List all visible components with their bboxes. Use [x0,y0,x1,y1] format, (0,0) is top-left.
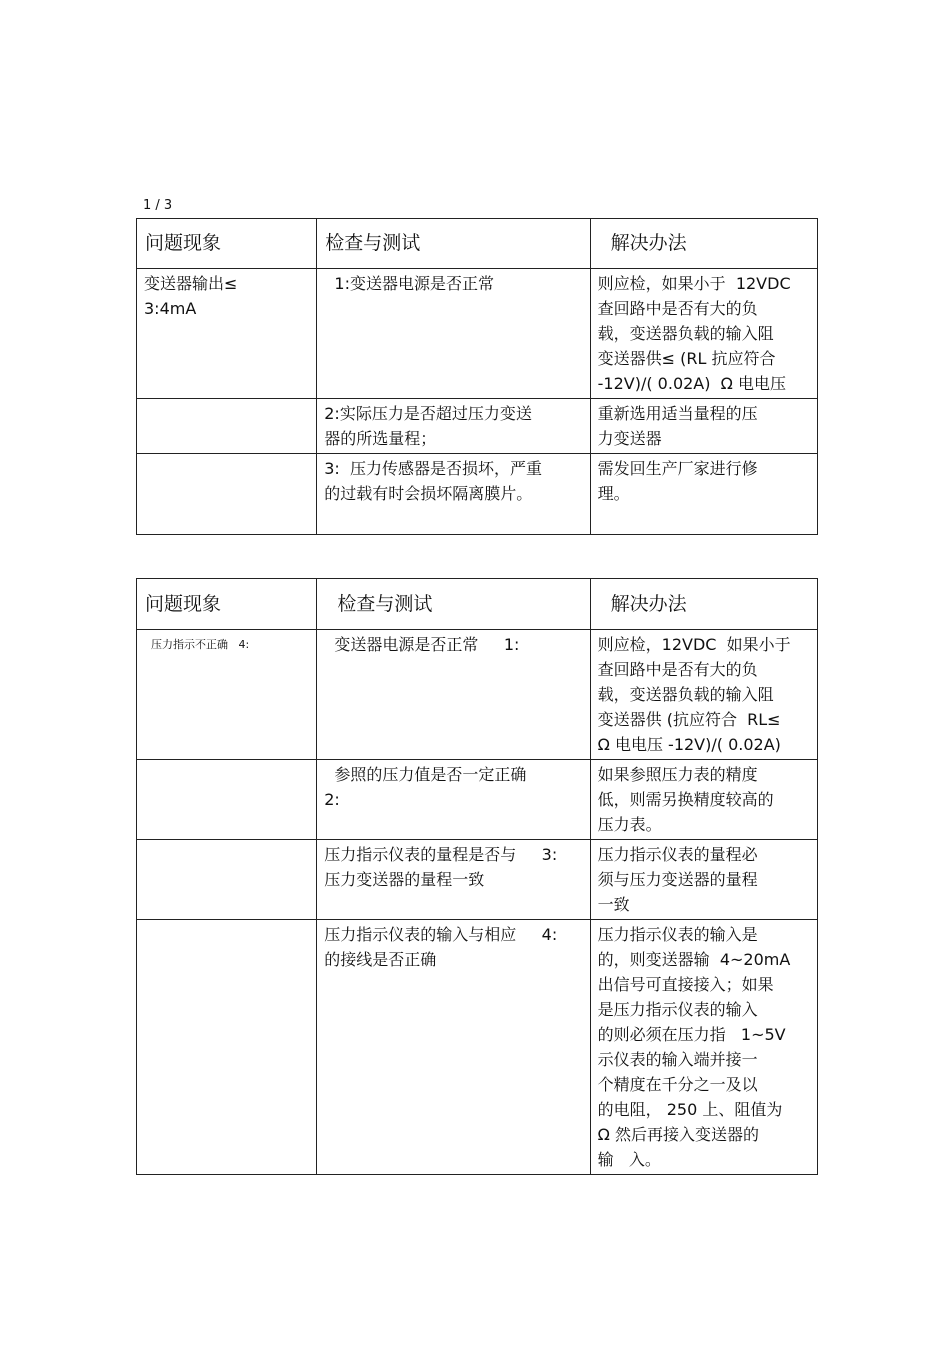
table-header-row [137,219,818,269]
troubleshooting-table-1 [136,218,818,535]
table-row [137,760,818,840]
solution-cell: 需发回生产厂家进行修 理。 [590,454,817,535]
solution-cell: 则应检，如果小于 12VDC 查回路中是否有大的负 载，变送器负载的输入阻 变送器供≤ (RL 抗应符合 -12V)/( 0.02A) Ω 电电压 [590,269,817,399]
header-cell-solution: 解决办法 [590,579,817,630]
table-row [137,630,818,760]
symptom-cell [137,760,317,840]
table-row [137,454,818,535]
table-row [137,269,818,399]
table-row [137,840,818,920]
header-cell-solution: 解决办法 [590,219,817,269]
header-cell-symptom: 问题现象 [137,219,317,269]
check-cell: 压力指示仪表的量程是否与 3: 压力变送器的量程一致 [317,840,590,920]
solution-cell: 重新选用适当量程的压 力变送器 [590,399,817,454]
symptom-cell: 压力指示不正确 4: [137,630,317,760]
header-cell-symptom: 问题现象 [137,579,317,630]
check-cell: 1:变送器电源是否正常 [317,269,590,399]
table-row [137,920,818,1175]
solution-cell: 压力指示仪表的输入是 的，则变送器输 4~20mA 出信号可直接接入；如果 是压力指示仪表的输入 的则必须在压力指 1~5V 示仪表的输入端并接一 个精度在千分之一及以 的电阻， 250 上、阻值为 Ω 然后再接入变送器的 输 入。 [590,920,817,1175]
symptom-cell [137,454,317,535]
check-cell: 压力指示仪表的输入与相应 4: 的接线是否正确 [317,920,590,1175]
header-cell-check: 检查与测试 [317,219,590,269]
page-number: 1 / 3 [143,198,173,213]
symptom-cell [137,840,317,920]
solution-cell: 如果参照压力表的精度 低，则需另换精度较高的 压力表。 [590,760,817,840]
solution-cell: 压力指示仪表的量程必 须与压力变送器的量程 一致 [590,840,817,920]
troubleshooting-table-2 [136,578,818,1175]
check-cell: 参照的压力值是否一定正确 2: [317,760,590,840]
header-cell-check: 检查与测试 [317,579,590,630]
symptom-cell [137,920,317,1175]
symptom-cell: 变送器输出≤ 3:4mA [137,269,317,399]
check-cell: 变送器电源是否正常 1: [317,630,590,760]
check-cell: 3: 压力传感器是否损坏，严重 的过载有时会损坏隔离膜片。 [317,454,590,535]
solution-cell: 则应检，12VDC 如果小于 查回路中是否有大的负 载，变送器负载的输入阻 变送器供 (抗应符合 RL≤ Ω 电电压 -12V)/( 0.02A) [590,630,817,760]
table-row [137,399,818,454]
symptom-cell [137,399,317,454]
check-cell: 2:实际压力是否超过压力变送 器的所选量程； [317,399,590,454]
table-header-row [137,579,818,630]
